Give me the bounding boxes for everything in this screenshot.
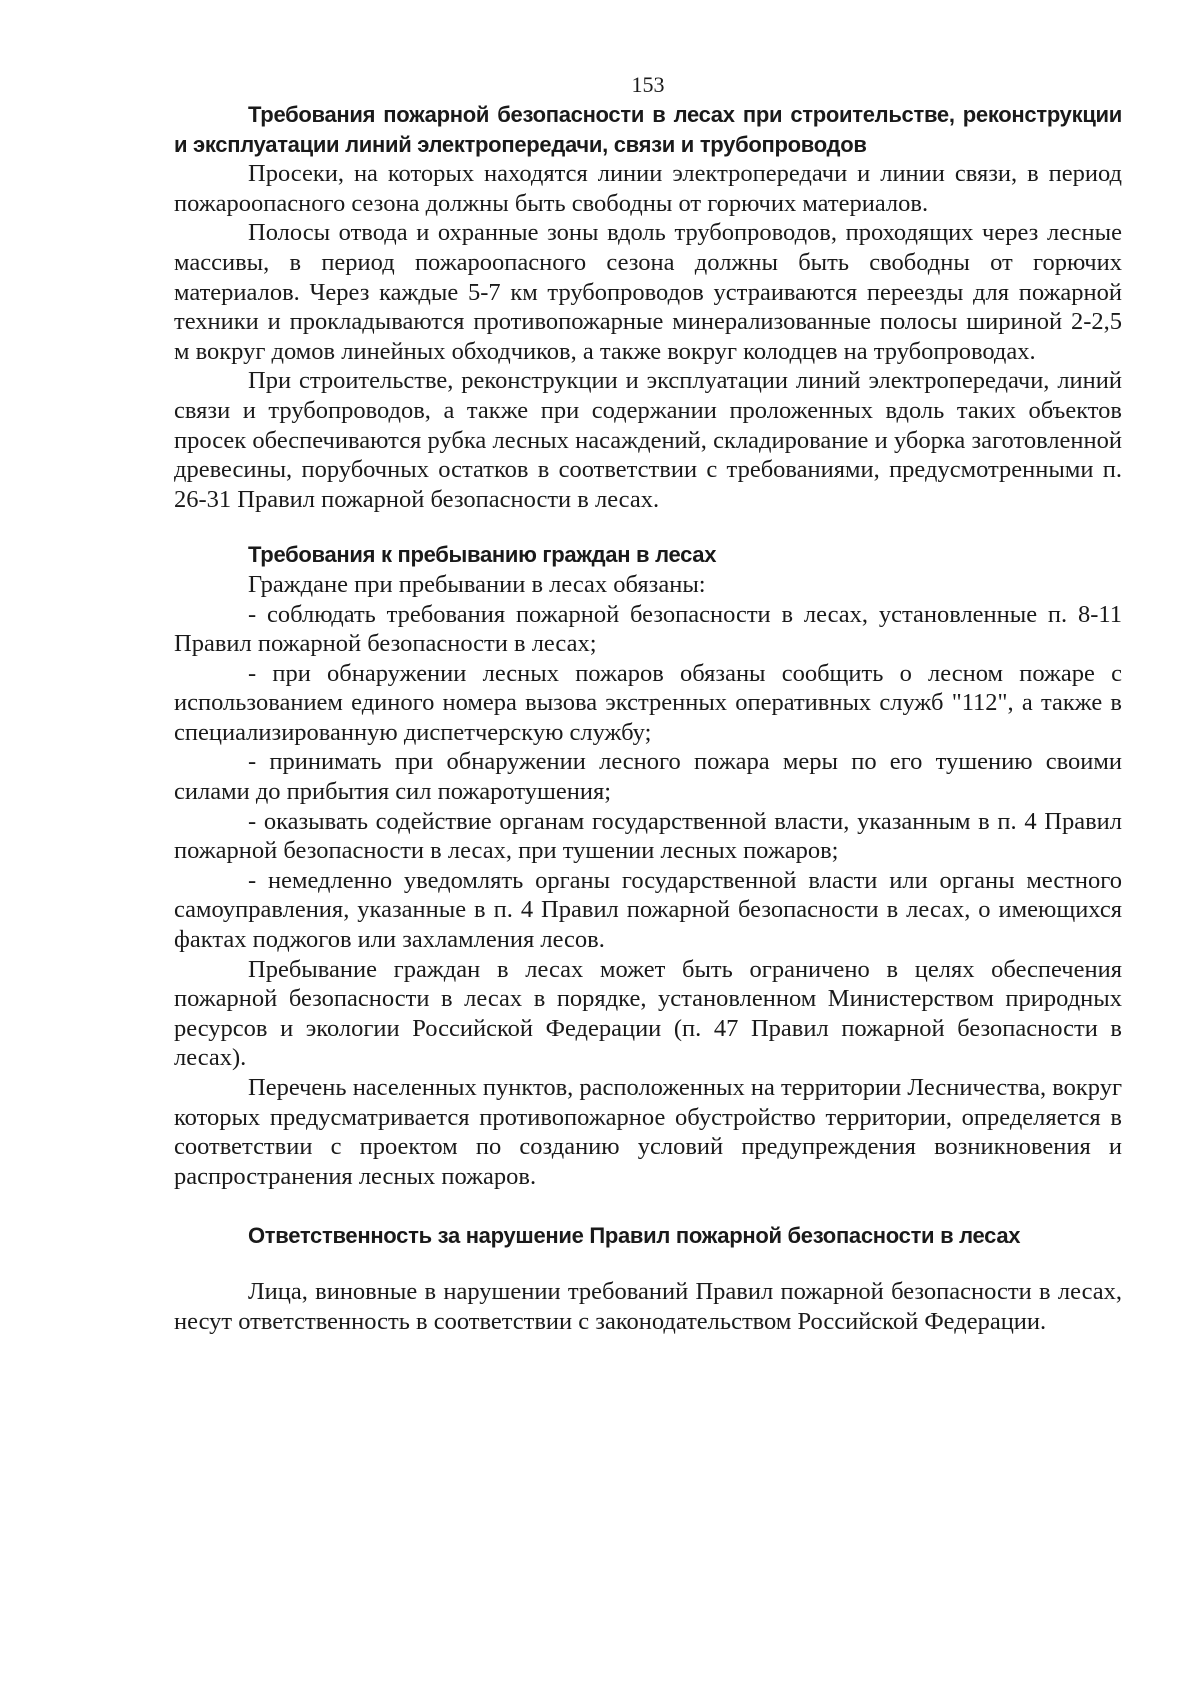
list-item: - принимать при обнаружении лесного пожара меры по его тушению своими силами до прибытия сил пожаротушения; (174, 748, 1122, 806)
section-heading: Требования к пребыванию граждан в лесах (248, 542, 717, 568)
section-spacer (174, 1251, 1122, 1277)
paragraph: Пребывание граждан в лесах может быть ограничено в целях обеспечения пожарной безопасности в лесах в порядке, установленном Министерством природных ресурсов и экологии Российской Федерации (п. 47 Правил пожарной безопасности в лесах). (174, 955, 1122, 1072)
list-item: - немедленно уведомлять органы государственной власти или органы местного самоуправления, указанные в п. 4 Правил пожарной безопасности в лесах, о имеющихся фактах поджогов или захламления лесов. (174, 866, 1122, 954)
section-power-lines (174, 100, 1122, 514)
section-spacer (174, 1191, 1122, 1221)
paragraph: Перечень населенных пунктов, расположенных на территории Лесничества, вокруг которых предусматривается противопожарное обустройство территории, определяется в соответствии с проектом по созданию условий предупреждения возникновения и распространения лесных пожаров. (174, 1074, 1122, 1190)
section-heading: Ответственность за нарушение Правил пожарной безопасности в лесах (248, 1223, 1021, 1249)
section-heading: Требования пожарной безопасности в лесах при строительстве, реконструкции и эксплуатации линий электропередачи, связи и трубопроводов (174, 102, 1122, 157)
list-item: - соблюдать требования пожарной безопасности в лесах, установленные п. 8-11 Правил пожарной безопасности в лесах; (174, 600, 1122, 658)
list-item: - при обнаружении лесных пожаров обязаны сообщить о лесном пожаре с использованием единого номера вызова экстренных оперативных служб "112", а также в специализированную диспетчерскую службу; (174, 659, 1122, 746)
paragraph: При строительстве, реконструкции и эксплуатации линий электропередачи, линий связи и трубопроводов, а также при содержании проложенных вдоль таких объектов просек обеспечиваются рубка лесных насаждений, складирование и уборка заготовленной древесины, порубочных остатков в соответствии с требованиями, предусмотренными п. 26-31 Правил пожарной безопасности в лесах. (174, 367, 1122, 513)
page-number: 153 (631, 72, 665, 97)
paragraph: Полосы отвода и охранные зоны вдоль трубопроводов, проходящих через лесные массивы, в период пожароопасного сезона должны быть свободны от горючих материалов. Через каждые 5-7 км трубопроводов устраиваются переезды для пожарной техники и прокладываются противопожарные минерализованные полосы шириной 2-2,5 м вокруг домов линейных обходчиков, а также вокруг колодцев на трубопроводах. (174, 219, 1122, 365)
paragraph: Лица, виновные в нарушении требований Правил пожарной безопасности в лесах, несут ответственность в соответствии с законодательством Российской Федерации. (174, 1277, 1122, 1335)
section-spacer (174, 514, 1122, 540)
list-item: - оказывать содействие органам государственной власти, указанным в п. 4 Правил пожарной безопасности в лесах, при тушении лесных пожаров; (174, 807, 1122, 865)
section-liability (174, 1221, 1122, 1336)
paragraph: Просеки, на которых находятся линии электропередачи и линии связи, в период пожароопасного сезона должны быть свободны от горючих материалов. (174, 160, 1122, 217)
paragraph: Граждане при пребывании в лесах обязаны: (248, 570, 706, 598)
section-citizens-in-forests (174, 540, 1122, 1191)
document-page (174, 0, 1122, 1336)
